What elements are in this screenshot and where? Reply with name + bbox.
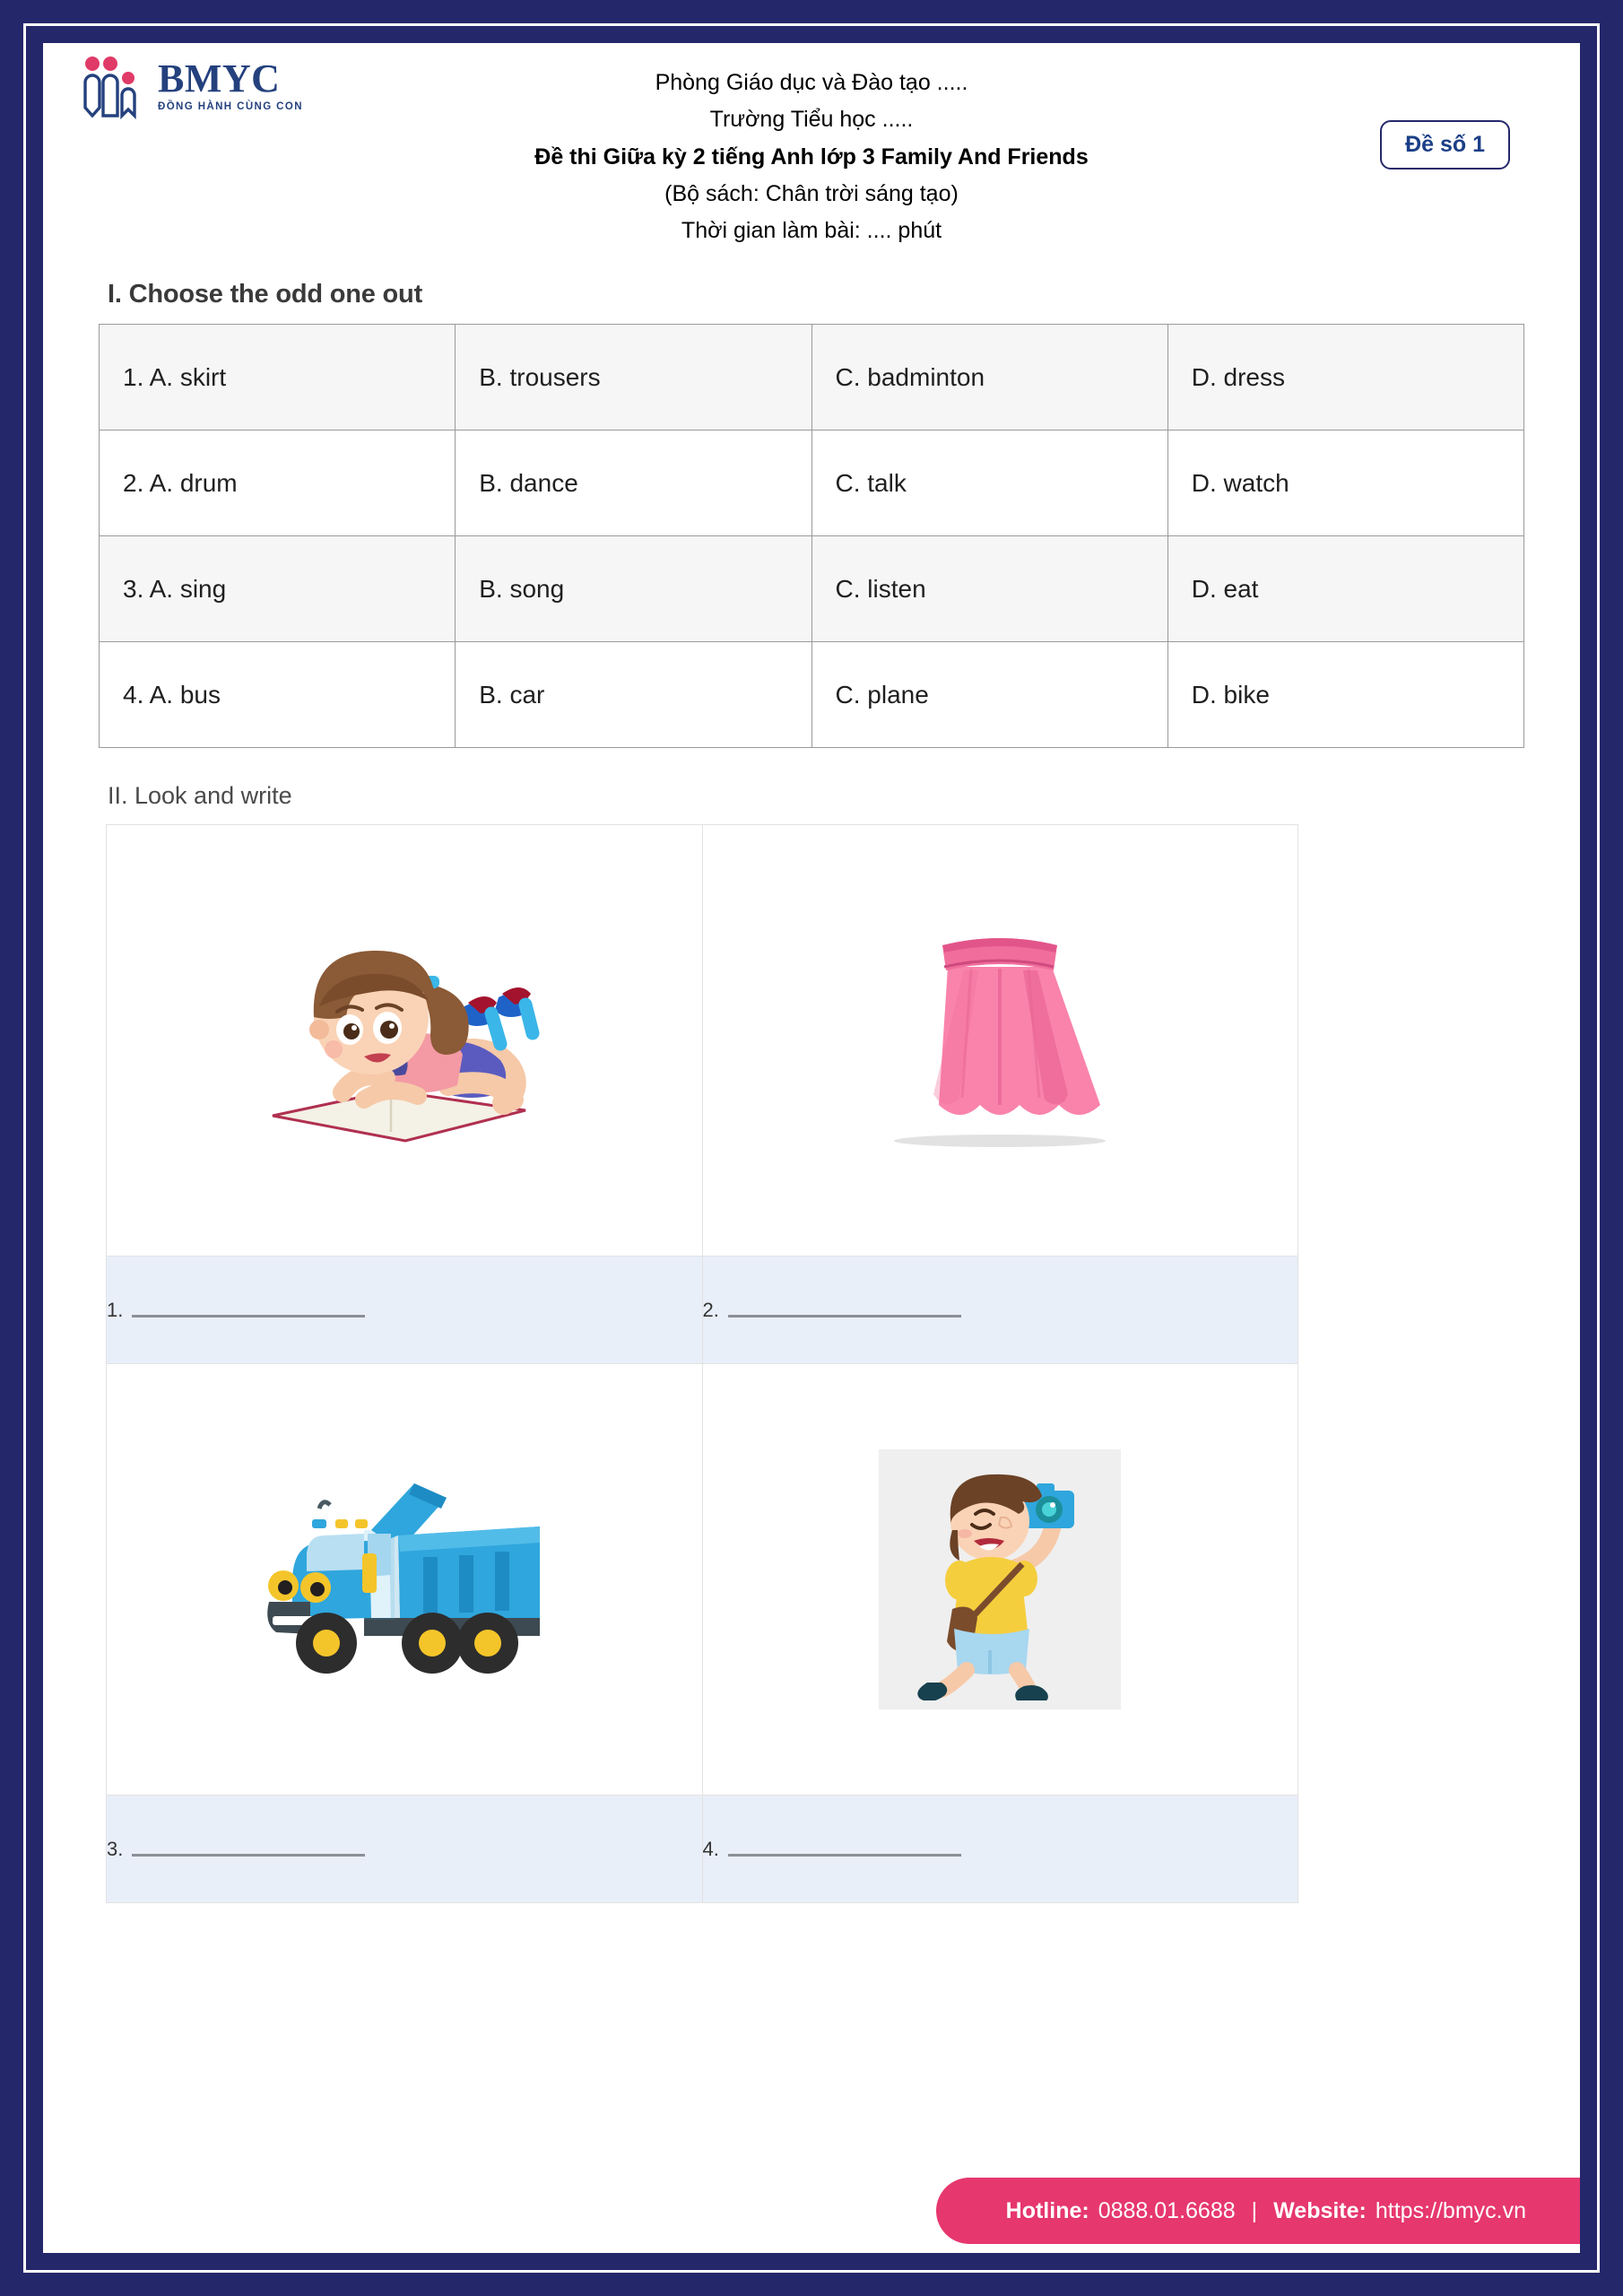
brand-tagline: ĐỒNG HÀNH CÙNG CON — [158, 101, 303, 112]
cell-option-b[interactable]: B. trousers — [456, 325, 812, 430]
website-label: Website: — [1273, 2197, 1367, 2223]
picture-cell-3 — [107, 1364, 703, 1796]
cell-option-a[interactable]: 2. A. drum — [100, 430, 456, 536]
table-row — [100, 536, 1524, 642]
answer-row — [107, 1257, 1298, 1364]
cell-option-c[interactable]: C. plane — [812, 642, 1167, 748]
section-1-title: I. Choose the odd one out — [108, 280, 423, 309]
odd-one-out-table — [99, 324, 1524, 748]
answer-blank-line[interactable] — [728, 1854, 961, 1857]
pink-skirt-icon — [703, 825, 1298, 1256]
table-row — [100, 325, 1524, 430]
picture-cell-2 — [702, 825, 1298, 1257]
cell-option-a[interactable]: 3. A. sing — [100, 536, 456, 642]
cell-option-a[interactable]: 1. A. skirt — [100, 325, 456, 430]
hotline-value[interactable]: 0888.01.6688 — [1098, 2197, 1236, 2223]
answer-number: 3. — [107, 1837, 124, 1860]
exam-number-badge: Đề số 1 — [1380, 120, 1510, 170]
answer-number: 4. — [702, 1837, 719, 1860]
cell-option-d[interactable]: D. dress — [1167, 325, 1523, 430]
exam-header-text — [43, 65, 1580, 249]
answer-cell-1[interactable] — [107, 1257, 703, 1364]
cell-option-d[interactable]: D. bike — [1167, 642, 1523, 748]
header-line-book-series: (Bộ sách: Chân trời sáng tạo) — [664, 180, 959, 206]
cell-option-b[interactable]: B. car — [456, 642, 812, 748]
girl-reading-book-icon — [107, 825, 702, 1256]
brand-name: BMYC — [158, 57, 281, 100]
worksheet-page — [43, 43, 1580, 2253]
header-line-exam-title: Đề thi Giữa kỳ 2 tiếng Anh lớp 3 Family And Friends — [534, 144, 1089, 170]
contact-footer-bar — [936, 2178, 1580, 2244]
picture-cell-4 — [702, 1364, 1298, 1796]
section-2-title: II. Look and write — [108, 782, 292, 809]
table-row — [100, 642, 1524, 748]
answer-cell-3[interactable] — [107, 1796, 703, 1903]
worksheet-content — [43, 280, 1580, 1903]
cell-option-c[interactable]: C. badminton — [812, 325, 1167, 430]
answer-cell-4[interactable] — [702, 1796, 1298, 1903]
answer-number: 1. — [107, 1298, 124, 1321]
answer-blank-line[interactable] — [132, 1315, 365, 1318]
header-line-school: Trường Tiểu học ..... — [709, 107, 914, 133]
picture-row — [107, 1364, 1298, 1796]
answer-blank-line[interactable] — [132, 1854, 365, 1857]
website-value[interactable]: https://bmyc.vn — [1375, 2197, 1526, 2223]
look-and-write-grid — [106, 824, 1298, 1903]
table-row — [100, 430, 1524, 536]
header-line-department: Phòng Giáo dục và Đào tạo ..... — [655, 70, 968, 95]
cell-option-c[interactable]: C. listen — [812, 536, 1167, 642]
blue-dump-truck-icon — [107, 1364, 702, 1795]
answer-blank-line[interactable] — [728, 1315, 961, 1318]
footer-separator: | — [1251, 2197, 1258, 2223]
hotline-label: Hotline: — [1005, 2197, 1089, 2223]
cell-option-d[interactable]: D. watch — [1167, 430, 1523, 536]
boy-taking-photo-icon — [703, 1364, 1298, 1795]
picture-cell-1 — [107, 825, 703, 1257]
cell-option-b[interactable]: B. dance — [456, 430, 812, 536]
header-line-duration: Thời gian làm bài: .... phút — [681, 218, 942, 243]
picture-row — [107, 825, 1298, 1257]
answer-number: 2. — [702, 1298, 719, 1321]
cell-option-a[interactable]: 4. A. bus — [100, 642, 456, 748]
page-header — [43, 43, 1580, 267]
cell-option-b[interactable]: B. song — [456, 536, 812, 642]
answer-cell-2[interactable] — [702, 1257, 1298, 1364]
answer-row — [107, 1796, 1298, 1903]
cell-option-d[interactable]: D. eat — [1167, 536, 1523, 642]
cell-option-c[interactable]: C. talk — [812, 430, 1167, 536]
